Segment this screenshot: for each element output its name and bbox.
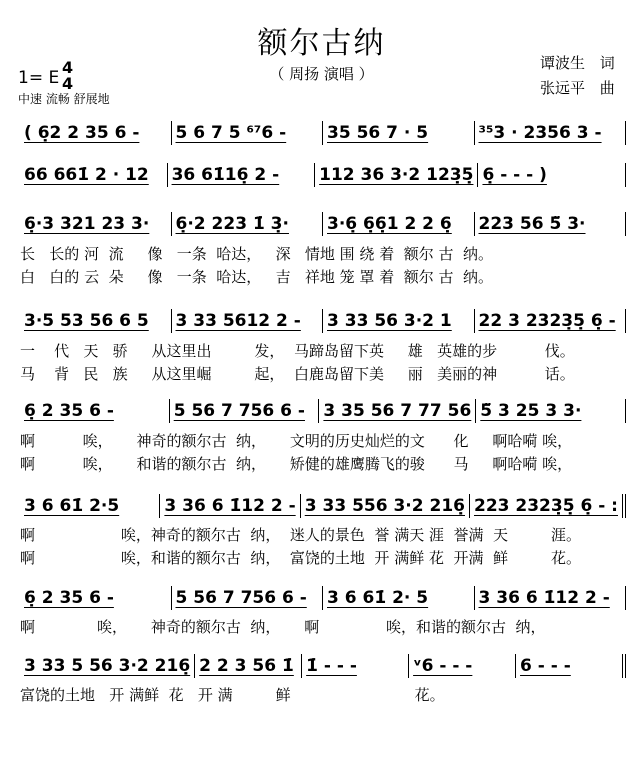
measure: 6̣ 2 35 6 - xyxy=(20,586,172,610)
staff-line xyxy=(20,162,626,188)
lyricist: 谭波生 词 xyxy=(540,54,615,72)
measure: 223 2323̣5̣ 6̣ - : xyxy=(470,494,626,518)
lyric-line: 马 背 民 族 从这里崛 起， 白鹿岛留下美 丽 美丽的神 话。 xyxy=(20,365,575,383)
measure: 36 61̇16̣ 2 - xyxy=(168,163,316,187)
lyric-line: 一 代 天 骄 从这里出 发， 马蹄岛留下英 雄 英雄的步 伐。 xyxy=(20,342,575,360)
measure: 223 56 5̈ 3· xyxy=(475,212,627,236)
measure: 2 2 3 56 1̇ xyxy=(195,654,302,678)
measure: 112 36 3·2 123̣5̣ xyxy=(315,163,478,187)
time-numerator: 4 xyxy=(62,58,74,77)
measure: 35 56 7 · 5 xyxy=(323,121,475,145)
measure: 3·6̣ 6̣6̣1 2 2 6̣ xyxy=(323,212,475,236)
lyric-line: 白 白的 云 朵 像 一条 哈达， 吉 祥地 笼 罩 着 额尔 古 纳。 xyxy=(20,268,494,286)
measure: 3 33 5 56 3·2 216̣ xyxy=(20,654,195,678)
measure: 5 56 7 756 6 - xyxy=(170,399,320,423)
lyric-line: 啊 唉， 神奇的额尔古 纳， 啊 唉，和谐的额尔古 纳， xyxy=(20,618,546,636)
measure: 3 33 5612 2 - xyxy=(172,309,324,333)
measure: 3 6 61̇ 2· 5 xyxy=(323,586,475,610)
measure: 3·5 53 56 6 5 xyxy=(20,309,172,333)
measure: 3 36 6 1̇12 2 - xyxy=(160,494,300,518)
measure: 5̈ 3 25 3 3· xyxy=(476,399,626,423)
key-signature: 1= E xyxy=(18,68,60,88)
tempo-marking: 中速 流畅 舒展地 xyxy=(18,92,110,106)
staff-line xyxy=(20,308,626,334)
measure: 3 33 556 3·2 216̣ xyxy=(301,494,470,518)
measure: 5 56 7 756 6 - xyxy=(172,586,324,610)
staff-line xyxy=(20,585,626,611)
composer: 张远平 曲 xyxy=(540,79,615,97)
measure: 22 3 2323̣5̣ 6̣ - xyxy=(475,309,627,333)
measure: 3 33 56 3·2 1 xyxy=(323,309,475,333)
measure: ᵛ6 - - - xyxy=(409,654,516,678)
lyric-line: 啊 唉，和谐的额尔古 纳， 富饶的土地 开 满鲜 花 开满 鲜 花。 xyxy=(20,549,581,567)
song-title: 额尔古纳 xyxy=(257,26,386,61)
measure: ( 6̣2 2 35 6 - xyxy=(20,121,172,145)
lyric-line: 啊 唉，神奇的额尔古 纳， 迷人的景色 誉 满天 涯 誉满 天 涯。 xyxy=(20,526,581,544)
staff-line xyxy=(20,653,626,679)
measure: 6 - - - xyxy=(516,654,626,678)
measure: ³⁵3 · 2356 3 - xyxy=(475,121,627,145)
staff-line xyxy=(20,211,626,237)
measure: 6̣ 2 35 6 - xyxy=(20,399,170,423)
measure: 1̇ - - - xyxy=(302,654,409,678)
staff-line xyxy=(20,398,626,424)
measure: 6̣·3 321 23 3· xyxy=(20,212,172,236)
performer: （ 周扬 演唱 ） xyxy=(269,65,374,83)
measure: 6̣ - - - ) xyxy=(478,163,626,187)
measure: 6̣·2 223 1̇ 3̣· xyxy=(172,212,324,236)
staff-line xyxy=(20,493,626,519)
measure: 3 35 56 7 77 56 xyxy=(319,399,476,423)
lyric-line: 富饶的土地 开 满鲜 花 开 满 鲜 花。 xyxy=(20,686,445,704)
lyric-line: 长 长的 河 流 像 一条 哈达， 深 情地 围 绕 着 额尔 古 纳。 xyxy=(20,245,494,263)
lyric-line: 啊 唉， 神奇的额尔古 纳， 文明的历史灿烂的文 化 啊哈嗬 唉， xyxy=(20,432,573,450)
measure: 66 661̇ 2 · 12 xyxy=(20,163,168,187)
measure: 3 6 61̇ 2·5 xyxy=(20,494,160,518)
time-denominator: 4 xyxy=(62,74,74,93)
staff-line xyxy=(20,120,626,146)
lyric-line: 啊 唉， 和谐的额尔古 纳， 矫健的雄鹰腾飞的骏 马 啊哈嗬 唉， xyxy=(20,455,573,473)
measure: 3 36 6 1̇12 2 - xyxy=(475,586,627,610)
measure: 5 6 7 5 ⁶⁷6 - xyxy=(172,121,324,145)
time-signature xyxy=(62,60,73,92)
